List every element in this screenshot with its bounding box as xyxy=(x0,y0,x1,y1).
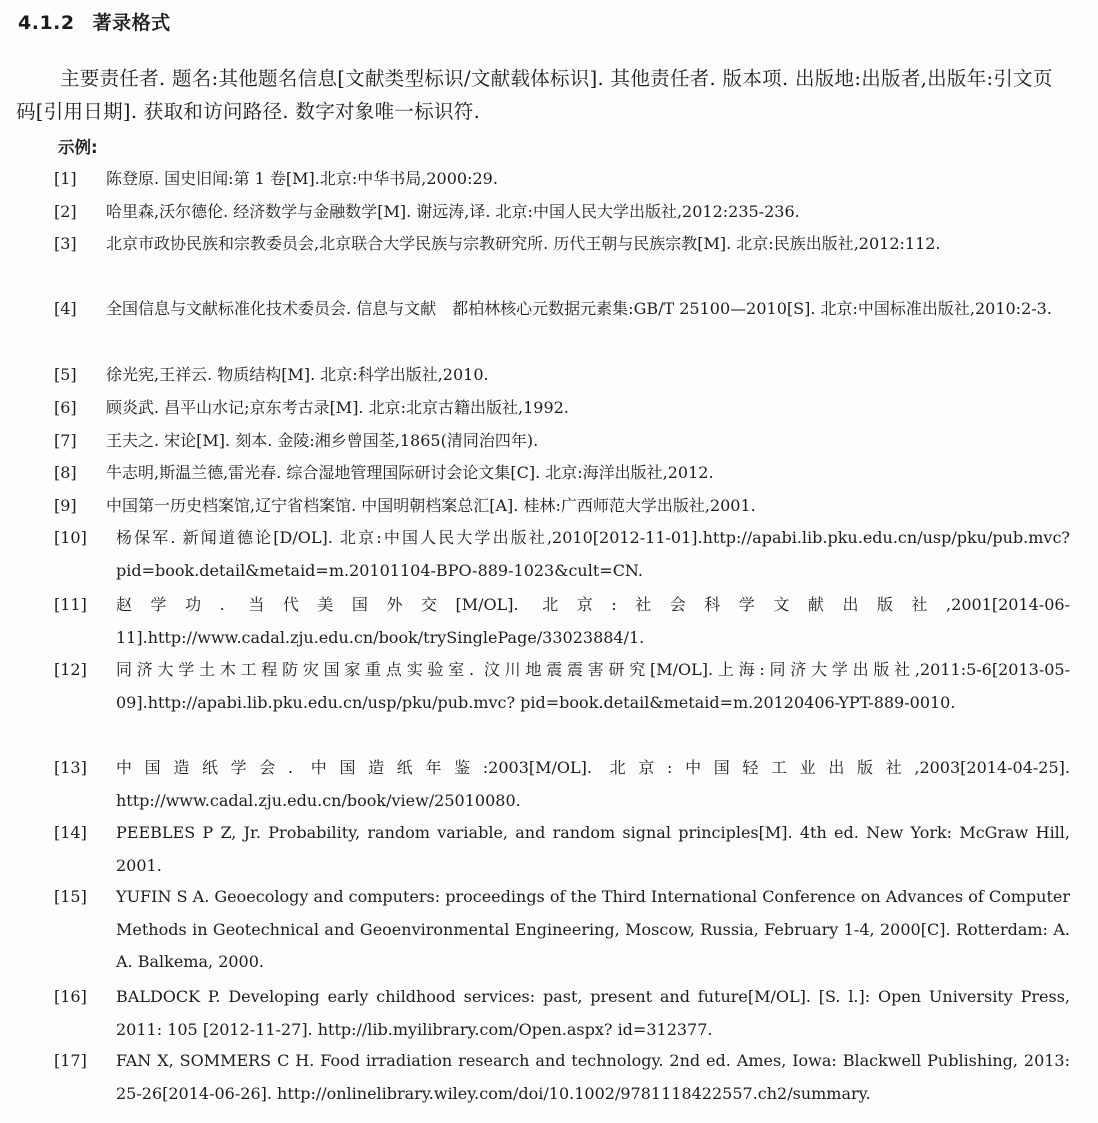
format-description: 主要责任者. 题名:其他题名信息[文献类型标识/文献载体标识]. 其他责任者. 版本项. 出版地:出版者,出版年:引文页码[引用日期]. 获取和访问路径. 数字对象唯一标识符. xyxy=(16,67,1053,123)
reference-item xyxy=(54,981,1070,1046)
reference-item xyxy=(54,881,1070,979)
reference-tag: [13] xyxy=(54,758,87,777)
reference-tag: [9] xyxy=(54,496,77,515)
reference-tag: [4] xyxy=(54,299,77,318)
section-number: 4.1.2 xyxy=(18,12,75,34)
reference-tag: [11] xyxy=(54,595,87,614)
reference-tag: [5] xyxy=(54,365,77,384)
reference-item xyxy=(54,457,1070,490)
example-label: 示例: xyxy=(58,138,98,157)
reference-tag: [6] xyxy=(54,398,77,417)
reference-item xyxy=(54,1045,1070,1110)
reference-text: 同济大学土木工程防灾国家重点实验室. 汶川地震震害研究[M/OL].上海:同济大学出版社,2011:5-6[2013-05-09].http://apabi.lib.pku.edu.cn/usp/pku/pub.mvc? pid=book.detail&metaid=m.20120406-YPT-889-0010. xyxy=(116,660,1070,712)
reference-tag: [10] xyxy=(54,528,87,547)
reference-item xyxy=(54,359,1070,392)
reference-text: 北京市政协民族和宗教委员会,北京联合大学民族与宗教研究所. 历代王朝与民族宗教[M]. 北京:民族出版社,2012:112. xyxy=(106,234,941,253)
reference-item xyxy=(54,490,1070,523)
reference-text: 中国造纸学会. 中国造纸年鉴:2003[M/OL]. 北京:中国轻工业出版社,2003[2014-04-25]. http://www.cadal.zju.edu.cn/book/view/25010080. xyxy=(116,758,1070,810)
reference-item xyxy=(54,522,1070,587)
reference-text: 徐光宪,王祥云. 物质结构[M]. 北京:科学出版社,2010. xyxy=(106,365,489,384)
reference-item xyxy=(54,817,1070,882)
reference-text: YUFIN S A. Geoecology and computers: proceedings of the Third International Conference on Advances of Computer Methods in Geotechnical and Geoenvironmental Engineering, Moscow, Russia, February 1-4, 2000[C]. Rotterdam: A. A. Balkema, 2000. xyxy=(116,887,1070,971)
reference-item xyxy=(54,654,1070,719)
reference-text: 中国第一历史档案馆,辽宁省档案馆. 中国明朝档案总汇[A]. 桂林:广西师范大学出版社,2001. xyxy=(106,496,756,515)
reference-item xyxy=(54,196,1070,229)
reference-text: BALDOCK P. Developing early childhood services: past, present and future[M/OL]. [S. l.]: Open University Press, 2011: 105 [2012-11-27]. http://lib.myilibrary.com/Open.aspx? id=312377. xyxy=(116,987,1070,1039)
reference-tag: [8] xyxy=(54,463,77,482)
reference-item xyxy=(54,293,1070,326)
reference-text: 陈登原. 国史旧闻:第 1 卷[M].北京:中华书局,2000:29. xyxy=(106,169,498,188)
reference-tag: [14] xyxy=(54,823,87,842)
reference-item xyxy=(54,163,1070,196)
reference-text: 赵学功. 当代美国外交[M/OL]. 北京:社会科学文献出版社,2001[2014-06-11].http://www.cadal.zju.edu.cn/book/trySinglePage/33023884/1. xyxy=(116,595,1070,647)
reference-text: 杨保军. 新闻道德论[D/OL]. 北京:中国人民大学出版社,2010[2012-11-01].http://apabi.lib.pku.edu.cn/usp/pku/pub.mvc? pid=book.detail&metaid=m.20101104-BPO-889-1023&cult=CN. xyxy=(116,528,1070,580)
section-title: 著录格式 xyxy=(92,12,171,34)
reference-tag: [2] xyxy=(54,202,77,221)
reference-tag: [12] xyxy=(54,660,87,679)
reference-text: PEEBLES P Z, Jr. Probability, random variable, and random signal principles[M]. 4th ed. New York: McGraw Hill, 2001. xyxy=(116,823,1070,875)
reference-tag: [15] xyxy=(54,887,87,906)
reference-text: 全国信息与文献标准化技术委员会. 信息与文献 都柏林核心元数据元素集:GB/T 25100—2010[S]. 北京:中国标准出版社,2010:2-3. xyxy=(106,299,1052,318)
reference-item xyxy=(54,392,1070,425)
reference-text: 王夫之. 宋论[M]. 刻本. 金陵:湘乡曾国荃,1865(清同治四年). xyxy=(106,431,539,450)
reference-item xyxy=(54,228,1070,261)
reference-tag: [1] xyxy=(54,169,77,188)
reference-tag: [7] xyxy=(54,431,77,450)
reference-item xyxy=(54,425,1070,458)
reference-item xyxy=(54,752,1070,817)
reference-tag: [3] xyxy=(54,234,77,253)
reference-text: 顾炎武. 昌平山水记;京东考古录[M]. 北京:北京古籍出版社,1992. xyxy=(106,398,569,417)
reference-tag: [17] xyxy=(54,1051,87,1070)
reference-tag: [16] xyxy=(54,987,87,1006)
reference-text: FAN X, SOMMERS C H. Food irradiation research and technology. 2nd ed. Ames, Iowa: Blackwell Publishing, 2013: 25-26[2014-06-26]. http://onlinelibrary.wiley.com/doi/10.1002/9781118422557.ch2/summary. xyxy=(116,1051,1070,1103)
reference-item xyxy=(54,589,1070,654)
reference-text: 哈里森,沃尔德伦. 经济数学与金融数学[M]. 谢远涛,译. 北京:中国人民大学出版社,2012:235-236. xyxy=(106,202,800,221)
reference-text: 牛志明,斯温兰德,雷光春. 综合湿地管理国际研讨会论文集[C]. 北京:海洋出版社,2012. xyxy=(106,463,714,482)
